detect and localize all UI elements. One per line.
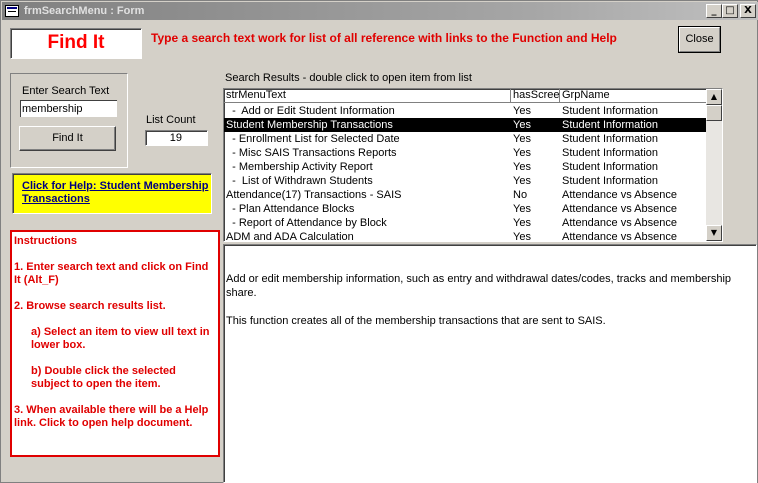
window-title: frmSearchMenu : Form — [24, 5, 145, 17]
table-cell: Yes — [513, 133, 531, 145]
instruction-step: 3. When available there will be a Help link. Click to open help document. — [14, 404, 209, 429]
list-count-value: 19 — [145, 130, 208, 146]
table-row[interactable] — [224, 160, 708, 174]
results-header — [224, 89, 708, 103]
search-text-label: Enter Search Text — [22, 85, 110, 97]
table-cell: Student Information — [562, 175, 659, 187]
instruction-step: 1. Enter search text and click on Find It (Alt_F) — [14, 261, 209, 286]
column-header-has-screen[interactable]: hasScree — [513, 89, 560, 101]
column-header-group-name[interactable]: GrpName — [560, 89, 707, 103]
table-cell: Student Information — [562, 105, 659, 117]
scroll-up-icon[interactable]: ▲ — [706, 89, 722, 105]
instruction-step: b) Double click the selected subject to open the item. — [31, 365, 176, 390]
column-header-menu-text[interactable]: strMenuText — [224, 89, 511, 103]
table-cell: Yes — [513, 119, 531, 131]
instruction-step: a) Select an item to view ull text in lower box. — [31, 326, 210, 351]
table-cell: Attendance vs Absence — [562, 231, 677, 242]
scroll-thumb[interactable] — [706, 105, 722, 121]
table-cell: - Membership Activity Report — [226, 161, 373, 173]
table-row[interactable] — [224, 132, 708, 146]
table-cell: Student Information — [562, 119, 659, 131]
maximize-button[interactable]: □ — [722, 4, 738, 18]
table-row[interactable] — [224, 230, 708, 242]
table-cell: Yes — [513, 203, 531, 215]
minimize-button[interactable]: _ — [706, 4, 722, 18]
table-cell: Yes — [513, 175, 531, 187]
table-cell: Student Information — [562, 147, 659, 159]
close-button-label: Close — [679, 27, 720, 52]
table-cell: - Add or Edit Student Information — [226, 105, 395, 117]
detail-paragraph: This function creates all of the membership transactions that are sent to SAIS. — [226, 315, 606, 327]
find-it-button[interactable]: Find It — [19, 126, 116, 151]
table-cell: - Report of Attendance by Block — [226, 217, 387, 229]
find-it-heading: Find It — [10, 28, 142, 59]
table-cell: Yes — [513, 147, 531, 159]
table-cell: ADM and ADA Calculation — [226, 231, 354, 242]
table-row[interactable] — [224, 202, 708, 216]
table-cell: Student Information — [562, 133, 659, 145]
table-cell: Attendance vs Absence — [562, 203, 677, 215]
table-row[interactable] — [224, 146, 708, 160]
table-cell: Attendance vs Absence — [562, 217, 677, 229]
header-message: Type a search text work for list of all reference with links to the Function and Help — [151, 31, 617, 45]
close-button[interactable] — [678, 26, 721, 53]
table-cell: Yes — [513, 105, 531, 117]
table-row[interactable] — [224, 188, 708, 202]
instruction-step: 2. Browse search results list. — [14, 300, 166, 312]
title-bar[interactable] — [2, 2, 758, 20]
table-cell: - Plan Attendance Blocks — [226, 203, 355, 215]
list-count-label: List Count — [146, 114, 196, 126]
table-row[interactable] — [224, 104, 708, 118]
detail-paragraph: Add or edit membership information, such as entry and withdrawal dates/codes, tracks and membership share. — [226, 273, 732, 299]
table-row[interactable] — [224, 174, 708, 188]
table-cell: Student Membership Transactions — [226, 119, 393, 131]
form-icon — [5, 5, 19, 17]
close-window-button[interactable]: X — [740, 4, 756, 18]
table-cell: Yes — [513, 217, 531, 229]
search-input[interactable] — [20, 100, 117, 117]
results-caption: Search Results - double click to open item from list — [225, 72, 472, 84]
table-row[interactable] — [224, 216, 708, 230]
table-row[interactable] — [224, 118, 708, 132]
table-cell: Attendance(17) Transactions - SAIS — [226, 189, 402, 201]
table-cell: Attendance vs Absence — [562, 189, 677, 201]
table-cell: Yes — [513, 231, 531, 242]
table-cell: - Enrollment List for Selected Date — [226, 133, 400, 145]
table-cell: Yes — [513, 161, 531, 173]
detail-text-box[interactable] — [223, 244, 757, 483]
results-list[interactable] — [223, 88, 723, 242]
instructions-box — [10, 230, 220, 457]
scroll-down-icon[interactable]: ▼ — [706, 225, 722, 241]
instructions-title: Instructions — [14, 235, 77, 247]
table-cell: - List of Withdrawn Students — [226, 175, 373, 187]
help-link[interactable]: Click for Help: Student Membership Transactions — [12, 173, 212, 214]
table-cell: Student Information — [562, 161, 659, 173]
search-panel — [10, 73, 128, 168]
table-cell: - Misc SAIS Transactions Reports — [226, 147, 397, 159]
table-cell: No — [513, 189, 528, 201]
results-scrollbar[interactable] — [706, 89, 722, 241]
